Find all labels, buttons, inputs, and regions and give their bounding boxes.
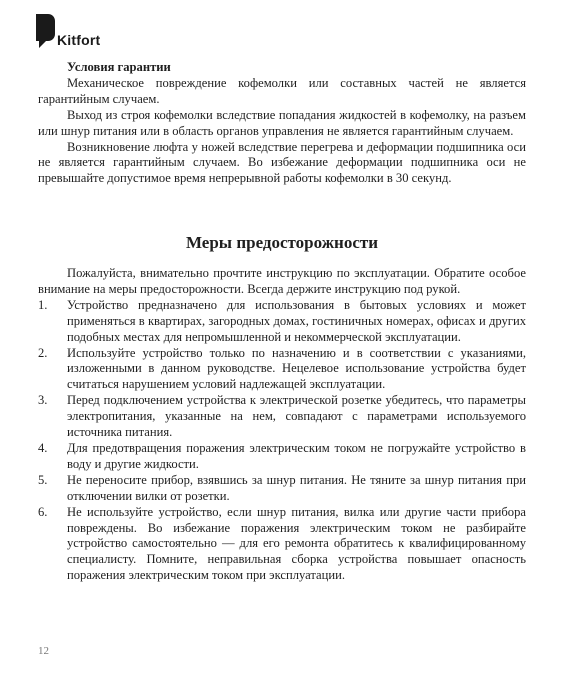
precautions-title: Меры предосторожности xyxy=(185,233,379,252)
item-number: 4. xyxy=(38,440,48,455)
list-item xyxy=(38,346,526,394)
item-text: Используйте устройство только по назначению и в соответствии с указаниями, изложенными в данном руководстве. Нецелевое использование устройства будет считаться нарушением условий надлежащей эксплуатации. xyxy=(67,345,526,392)
warranty-section xyxy=(38,60,526,187)
list-item xyxy=(38,393,526,441)
warranty-paragraph: Выход из строя кофемолки вследствие попадания жидкостей в кофемолку, на разъем или шнур питания или в область органов управления не является гарантийным случаем. xyxy=(38,107,526,138)
item-text: Перед подключением устройства к электрической розетке убедитесь, что параметры электропитания, указанные на нем, совпадают с параметрами используемого источника питания. xyxy=(67,393,526,440)
warranty-heading: Условия гарантии xyxy=(67,60,171,74)
list-item xyxy=(38,505,526,585)
list-item xyxy=(38,441,526,473)
precautions-intro: Пожалуйста, внимательно прочтите инструкцию по эксплуатации. Обратите особое внимание на меры предосторожности. Всегда держите инструкцию под рукой. xyxy=(38,266,526,296)
item-text: Для предотвращения поражения электрическим током не погружайте устройство в воду и другие жидкости. xyxy=(67,440,526,471)
item-text: Не переносите прибор, взявшись за шнур питания. Не тяните за шнур питания при отключении вилки от розетки. xyxy=(67,472,526,503)
list-item xyxy=(38,473,526,505)
brand-logo xyxy=(36,14,100,48)
warranty-paragraph: Возникновение люфта у ножей вследствие перегрева и деформации подшипника оси не является гарантийным случаем. Во избежание деформации подшипника оси не превышайте допустимое время непрерывной работы кофемолки в 30 секунд. xyxy=(38,139,526,186)
item-number: 1. xyxy=(38,297,48,312)
item-text: Не используйте устройство, если шнур питания, вилка или другие части прибора повреждены. Во избежание поражения электрическим током не разбирайте устройство самостоятельно — для его ремонта обратитесь к квалифицированному специалисту. Помните, неправильная сборка устройства повышает опасность поражения электрическим током при эксплуатации. xyxy=(67,504,526,583)
page-number: 12 xyxy=(38,645,49,657)
precautions-list xyxy=(38,298,526,584)
item-number: 6. xyxy=(38,504,48,519)
kitfort-logo-icon xyxy=(36,14,55,48)
item-number: 2. xyxy=(38,345,48,360)
precautions-section xyxy=(38,266,526,584)
item-text: Устройство предназначено для использования в бытовых условиях и может применяться в квартирах, загородных домах, гостиничных номерах, офисах и других подобных местах для непромышленной и некоммерческой эксплуатации. xyxy=(67,297,526,344)
list-item xyxy=(38,298,526,346)
item-number: 5. xyxy=(38,472,48,487)
warranty-paragraph: Механическое повреждение кофемолки или составных частей не является гарантийным случаем. xyxy=(38,75,526,106)
item-number: 3. xyxy=(38,393,48,408)
brand-name: Kitfort xyxy=(57,32,101,48)
